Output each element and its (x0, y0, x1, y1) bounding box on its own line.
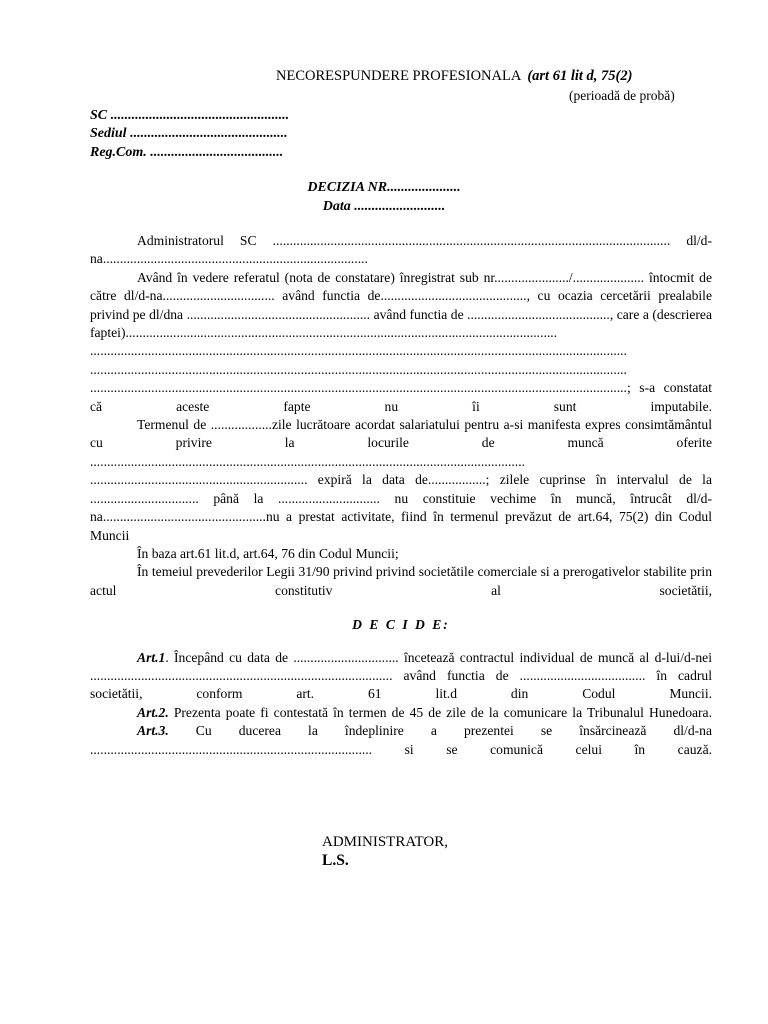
article-3 (90, 722, 712, 759)
decide-heading: D E C I D E: (352, 617, 450, 633)
document-subtitle: (perioadă de probă) (569, 88, 675, 103)
article-text: Prezenta poate fi contestată în termen de 45 de zile de la comunicare la Tribunalul Hunedoara. (168, 704, 712, 720)
article-text: Cu ducerea la îndeplinire a prezentei se însărcinează dl/d-na ................................................................................... si se comunică celui în cauză. (90, 723, 712, 757)
article-1 (90, 649, 712, 704)
decision-number: DECIZIA NR..................... (307, 180, 461, 195)
article-label: Art.3. (137, 723, 169, 739)
signature-role: ADMINISTRATOR, (322, 834, 448, 850)
company-regcom-field: Reg.Com. ...................................... (90, 145, 284, 160)
paragraph-administrator: Administratorul SC ..................................................................................................................... dl/d-na.............................................................................. (90, 233, 712, 267)
paragraph-baza-legala: În baza art.61 lit.d, art.64, 76 din Codul Muncii; (137, 545, 399, 561)
article-label: Art.2. (137, 704, 169, 720)
article-2 (90, 704, 712, 722)
article-text: . Începând cu data de ............................... încetează contractul individual de muncă al d-lui/d-nei ......................................................................................... având functia de ..................................... în cadrul societătii, conform art. 61 lit.d din Codul Muncii. (90, 649, 712, 702)
stamp-placeholder: L.S. (322, 852, 349, 869)
paragraph-referat: Având în vedere referatul (nota de constatare) înregistrat sub nr....................../..................... întocmit de către dl/d-na................................. având functia de..........................................., cu ocazia cercetării prealabile privind pe dl/dna ...................................................... având functia de .........................................., care a (descrierea faptei)............................................................................................................................... .............................................................................................................................................................. .............................................................................................................................................................. ..............................................................................................................................................................; s-a constatat că aceste fapte nu îi sunt imputabile. (90, 269, 712, 414)
article-label: Art.1 (137, 649, 166, 665)
paragraph-temei: În temeiul prevederilor Legii 31/90 privind privind societătile comerciale si a prerogativelor stabilite prin actul constitutiv al societătii, (90, 564, 712, 598)
company-sc-field: SC ................................................... (90, 108, 290, 123)
document-body (90, 232, 712, 759)
title-text: NECORESPUNDERE PROFESIONALA (276, 68, 522, 84)
paragraph-termen: Termenul de ..................zile lucrătoare acordat salariatului pentru a-si manifesta expres consimtământul cu privire la locurile de muncă oferite ................................................................................................................................ ................................................................ expiră la data de.................; zilele cuprinse în intervalul de la ................................ până la .............................. nu constituie vechime în muncă, întrucât dl/d-na................................................nu a prestat activitate, fiind în termenul prevăzut de art.64, 75(2) din Codul Muncii (90, 417, 712, 543)
document-title (276, 68, 632, 85)
title-legal-reference: (art 61 lit d, 75(2) (527, 68, 633, 84)
company-sediul-field: Sediul ............................................. (90, 126, 288, 141)
decision-date: Data .......................... (322, 199, 446, 214)
